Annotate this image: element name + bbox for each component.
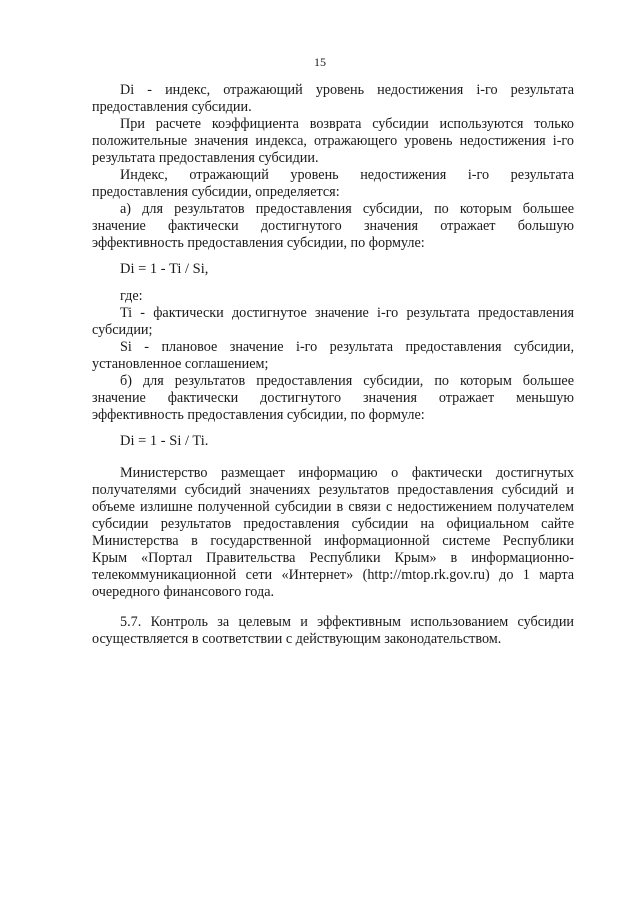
text-line: предоставления субсидии, определяется: [92, 184, 340, 200]
text-line: объеме излишне полученной субсидии в связи с недостижением получателем [92, 499, 574, 515]
text-line: осуществляется в соответствии с действующим законодательством. [92, 631, 502, 647]
text-line: очередного финансового года. [92, 584, 275, 600]
text-line: положительные значения индекса, отражающего уровень недостижения i-го [92, 133, 574, 149]
text-line: Индекс, отражающий уровень недостижения i-го результата [120, 167, 574, 183]
text-line: Крым «Портал Правительства Республики Крым» в информационно- [92, 550, 574, 566]
text-line: 5.7. Контроль за целевым и эффективным использованием субсидии [120, 614, 574, 630]
text-line: эффективность предоставления субсидии, по формуле: [92, 235, 425, 251]
text-line: эффективность предоставления субсидии, по формуле: [92, 407, 425, 423]
text-line: а) для результатов предоставления субсидии, по которым большее [120, 201, 574, 217]
text-line: Si - плановое значение i-го результата предоставления субсидии, [120, 339, 574, 355]
text-line: где: [120, 288, 143, 304]
text-line: получателями субсидий значениях результатов предоставления субсидий и [92, 482, 574, 498]
text-line: результата предоставления субсидии. [92, 150, 319, 166]
text-line: Di - индекс, отражающий уровень недостижения i-го результата [120, 82, 574, 98]
page-number: 15 [314, 55, 326, 69]
text-line: субсидии; [92, 322, 153, 338]
text-line: б) для результатов предоставления субсидии, по которым большее [120, 373, 574, 389]
formula-a: Di = 1 - Ti / Si, [120, 261, 209, 277]
text-line: установленное соглашением; [92, 356, 269, 372]
formula-b: Di = 1 - Si / Ti. [120, 433, 209, 449]
text-line: телекоммуникационной сети «Интернет» (http://mtop.rk.gov.ru) до 1 марта [92, 567, 574, 583]
text-line: предоставления субсидии. [92, 99, 252, 115]
text-line: значение фактически достигнутого значения отражает большую [92, 218, 574, 234]
text-line: значение фактически достигнутого значения отражает меньшую [92, 390, 574, 406]
text-line: Министерства в государственной информационной системе Республики [92, 533, 574, 549]
text-line: Министерство размещает информацию о фактически достигнутых [120, 465, 574, 481]
text-line: субсидии результатов предоставления субсидии на официальном сайте [92, 516, 574, 532]
text-line: Ti - фактически достигнутое значение i-го результата предоставления [120, 305, 574, 321]
text-line: При расчете коэффициента возврата субсидии используются только [120, 116, 574, 132]
